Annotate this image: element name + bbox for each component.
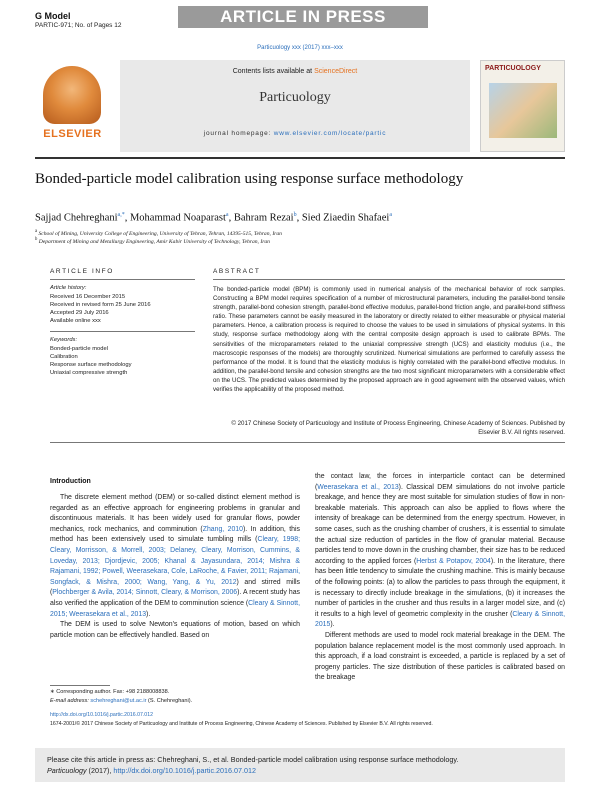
citation-box — [35, 748, 565, 782]
publisher-name: ELSEVIER — [43, 128, 102, 140]
text-run: ). In the literature, there has been little tendency to simulate the crushing machine. This is mainly because of the following points: (a) to allow the particles to pass through the equipment, it is necessary to directly include breakage in the simulations, (b) it increases the number of particles in the crusher and thus results in a larger model size, and (c) it results to a high level of geometric complexity in the crusher ( — [315, 557, 566, 618]
intro-paragraph — [315, 472, 565, 631]
citation-line-2 — [47, 765, 555, 776]
email-label: E-mail address: — [50, 698, 91, 704]
elsevier-tree-icon — [43, 66, 101, 124]
affiliation — [35, 237, 270, 245]
journal-banner — [120, 60, 470, 152]
journal-homepage — [120, 130, 470, 137]
keyword-item: Uniaxial compressive strength — [50, 370, 128, 376]
history-item: Received in revised form 25 June 2016 — [50, 302, 151, 308]
issn-line: 1674-2001/© 2017 Chinese Society of Particuology and Institute of Process Engineering, Chinese Academy of Sciences. Published by Elsevier B.V. All rights reserved. — [50, 721, 433, 727]
doi-line — [50, 712, 153, 718]
journal-header — [35, 60, 565, 152]
keyword-item: Response surface methodology — [50, 362, 132, 368]
affiliation — [35, 229, 282, 237]
affiliation-mark: b — [35, 237, 38, 242]
article-in-press-banner: ARTICLE IN PRESS — [178, 6, 428, 28]
keyword-item: Calibration — [50, 354, 78, 360]
history-item: Received 16 December 2015 — [50, 294, 126, 300]
author-affil-mark[interactable]: a — [389, 212, 392, 218]
article-info-rule — [50, 279, 195, 280]
abstract-rule — [213, 279, 565, 280]
citation-doi-link[interactable]: http://dx.doi.org/10.1016/j.partic.2016.07.012 — [113, 766, 256, 775]
introduction-heading: Introduction — [50, 478, 91, 485]
homepage-prefix: journal homepage: — [203, 130, 274, 137]
citation-journal: Particuology — [47, 766, 87, 775]
abstract-text: The bonded-particle model (BPM) is commonly used in numerical analysis of the mechanical behavior of rock samples. Constructing a BPM model requires specification of a number of microstructural parameters, including the parallel-bond tensile strength, parallel-bond cohesion strength, parallel-bond effective modulus, parallel-bond friction angle, and parallel-bond stiffness ratio. These parameters cannot be easily measured in the laboratory or directly related to either measurable or physical material parameters. Hence, a calibration process is required to choose the values to be used in simulations of physical systems. In this study, response surface methodology along with the central composite design approach is used to calibrate BPMs. The sensitivities of the microparameters related to the uniaxial compressive strength (UCS) and elasticity modulus (i.e., the macroscopic responses of the models) are thoroughly scrutinized. Numerical simulations are performed to carefully assess the performance of the model. It is found that the elasticity modulus is highly correlated with the parallel-bond effective modulus. In addition, the parallel-bond tensile and cohesion strengths are the two most significant microparameters with a considerable effect on the UCS. The predicted values determined by the proposed approach are in good agreement with the observed values, which verifies the applicability of the proposed method. — [213, 286, 565, 394]
affiliation-text: Department of Mining and Metallurgy Engineering, Amir Kabir University of Technology, Tehran, Iran — [38, 238, 270, 245]
author-list: Sajjad Chehreghani$^{a,*}$, Mohammad Noaparast$^a$, Bahram Rezai$^b$, Sied Ziaedin Shafaei$^a$ — [35, 212, 392, 224]
author-name[interactable]: Sied Ziaedin Shafaei — [301, 212, 390, 224]
text-run: ). A recent study has also verified the application of the DEM to comminution science ( — [50, 589, 300, 607]
citation-link[interactable]: Cleary, 1998; Cleary, Morrisson, & Morrell, 2003; Delaney, Cleary, Morrison, Cummins, & Loveday, 2013; Djordjevic, 2005; Khanal & Jayasundara, 2014; Mishra & Rajamani, 1992; Powell, Weerasekara, Cole, LaRoche, & Favier, 2011; Rajamani, Songfack, & Mishra, 2000; Wang, Yang, & Yu, 2012 — [50, 536, 300, 586]
text-run: the contact law, the forces in interparticle contact can be determined ( — [315, 473, 565, 491]
doi-link[interactable]: http://dx.doi.org/10.1016/j.partic.2016.07.012 — [50, 712, 153, 718]
journal-title: Particuology — [259, 90, 331, 105]
cover-art — [489, 83, 557, 138]
citation-link[interactable]: Plochberger & Avila, 2014; Sinnott, Cleary, & Morrison, 2006 — [52, 589, 238, 597]
article-title: Bonded-particle model calibration using response surface methodology — [35, 171, 464, 187]
journal-cover-image — [480, 60, 565, 152]
right-column — [315, 472, 565, 684]
citation-year: (2017), — [86, 766, 114, 775]
header-rule — [35, 157, 565, 159]
intro-paragraph — [50, 493, 300, 620]
citation-link[interactable]: Zhang, 2010 — [202, 525, 243, 533]
citation-link[interactable]: Cleary & Sinnott, 2015 — [315, 610, 565, 629]
journal-citation-link[interactable]: Particuology xxx (2017) xxx–xxx — [257, 45, 343, 51]
author-affil-mark[interactable]: a — [225, 212, 229, 218]
contents-prefix: Contents lists available at — [232, 68, 315, 75]
author-name[interactable]: Sajjad Chehreghani — [35, 212, 118, 224]
text-run: The discrete element method (DEM) or so-called distinct element method is regarded as an effective approach for engineering problems in granular and discontinuous materials. It has been widely used for granular flows, powder mechanics, rock mechanics, and comminution ( — [50, 494, 300, 533]
text-run: ). Classical DEM simulations do not involve particle breakage, and hence they are most suitable for simulation studies of flow in non-breakable materials. This approach can also be applied to flows where the intensity of breakage can be determined from the energy spectrum. However, in some cases, such as the crushing chamber of crushers, it is essential to simulate the actual size reduction of particles in the flow of granular material. Because particles tend to move down in the crushing chamber, their size has to be reduced according to the applied forces ( — [315, 483, 565, 565]
intro-paragraph: The DEM is used to solve Newton's equations of motion, based on which particle motion can be effectively handled. Based on — [50, 621, 300, 639]
history-item: Available online xxx — [50, 318, 101, 324]
manuscript-id: PARTIC-971; No. of Pages 12 — [35, 22, 122, 29]
email-suffix: (S. Chehreghani). — [146, 698, 193, 704]
keywords-rule — [50, 331, 195, 332]
corresponding-author-note: ∗ Corresponding author. Fax: +98 2188008838. — [50, 689, 170, 695]
text-run: ). In addition, this method has been extensively used to simulate tumbling mills ( — [50, 525, 300, 544]
abstract-heading: ABSTRACT — [213, 268, 261, 275]
abstract-copyright: © 2017 Chinese Society of Particuology and Institute of Process Engineering, Chinese Academy of Sciences. Published by Elsevier B.V. All rights reserved. — [231, 420, 565, 437]
keywords-label: Keywords: — [50, 337, 78, 343]
g-model-label: G Model — [35, 11, 71, 21]
text-run: ). — [146, 610, 151, 618]
author-affil-mark[interactable]: a,* — [117, 212, 125, 218]
top-bar — [0, 0, 600, 34]
citation-link[interactable]: Weerasekara et al., 2013 — [317, 483, 399, 491]
author-name[interactable]: Mohammad Noaparast — [129, 212, 226, 224]
footnote-rule — [50, 685, 110, 686]
email-note — [50, 698, 192, 704]
citation-link[interactable]: Herbst & Potapov, 2004 — [416, 557, 491, 565]
text-run: ) and stirred mills ( — [50, 578, 300, 597]
abstract-bottom-rule — [50, 442, 565, 443]
homepage-link[interactable]: www.elsevier.com/locate/partic — [273, 130, 387, 137]
text-run: ). — [330, 621, 335, 629]
intro-paragraph: Different methods are used to model rock material breakage in the DEM. The population balance replacement model is the most commonly used approach. In this approach, if a load constraint is exceeded, a particle is replaced by a set of progeny particles. The size distribution of these particles is calibrated based on the breakage — [315, 631, 565, 682]
citation-line-1: Please cite this article in press as: Chehreghani, S., et al. Bonded-particle model calibration using response surface methodology. — [47, 755, 459, 764]
keyword-item: Bonded-particle model — [50, 346, 109, 352]
author-name[interactable]: Bahram Rezai — [233, 212, 294, 224]
email-link[interactable]: schehreghani@ut.ac.ir — [90, 698, 147, 704]
left-column — [50, 493, 300, 641]
cover-title: PARTICUOLOGY — [485, 65, 541, 72]
article-info-heading: ARTICLE INFO — [50, 268, 114, 275]
elsevier-logo — [35, 66, 110, 144]
history-item: Accepted 29 July 2016 — [50, 310, 109, 316]
affiliation-mark: a — [35, 229, 38, 234]
sciencedirect-link[interactable]: ScienceDirect — [314, 68, 358, 75]
author-affil-mark[interactable]: b — [293, 212, 297, 218]
citation-link[interactable]: Cleary & Sinnott, 2015; Weerasekara et al., 2013 — [50, 599, 300, 618]
affiliation-text: School of Mining, University College of Engineering, University of Tehran, Tehran, 14395-515, Tehran, Iran — [38, 230, 282, 237]
history-label: Article history: — [50, 285, 87, 291]
contents-line — [120, 68, 470, 75]
